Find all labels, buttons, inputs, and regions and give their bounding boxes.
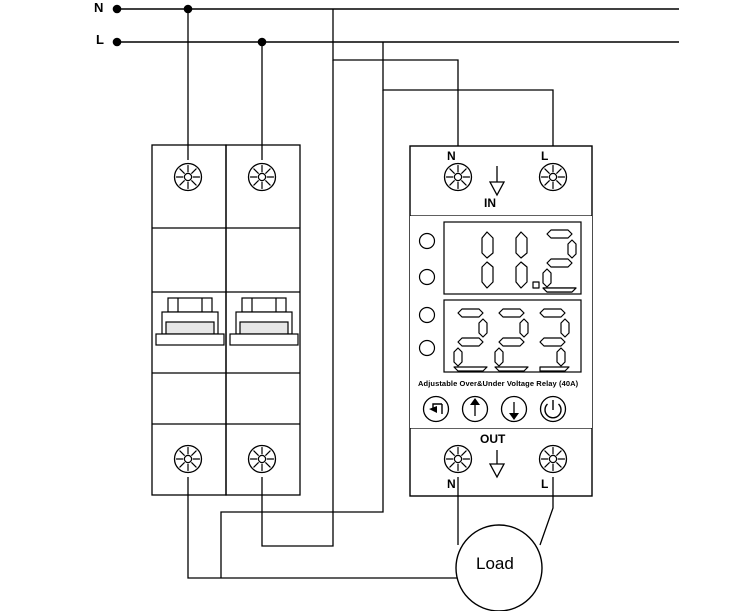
relay-in-l-label: L	[541, 149, 549, 163]
toggle1-top-bar	[168, 298, 212, 312]
toggle2-grip	[240, 322, 288, 334]
relay-in-neutral-wire	[333, 9, 458, 160]
breaker-terminal-bottom-l	[249, 446, 276, 473]
relay-in-label: IN	[484, 196, 496, 210]
toggle1-base	[156, 334, 224, 345]
relay-in-n-label: N	[447, 149, 456, 163]
bus-terminals	[113, 5, 267, 47]
load-label: Load	[476, 554, 514, 573]
bus-to-relay-wires	[333, 9, 679, 160]
breaker-terminal-top-l	[249, 164, 276, 191]
relay-out-n-label: N	[447, 477, 456, 491]
relay-out-label: OUT	[480, 432, 506, 446]
breaker-terminal-top-n	[175, 164, 202, 191]
neutral-bus-label: N	[94, 0, 104, 15]
line-bus-label: L	[96, 32, 104, 47]
breaker-toggle-pole-1	[156, 298, 224, 345]
neutral-bus-dot	[113, 5, 122, 14]
toggle1-grip	[166, 322, 214, 334]
toggle2-top-bar	[242, 298, 286, 312]
relay-model-label: Adjustable Over&Under Voltage Relay (40A)	[418, 379, 579, 388]
breaker-toggle-pole-2	[230, 298, 298, 345]
bus-lines	[114, 9, 679, 42]
bus-to-breaker-wires	[188, 9, 262, 160]
relay-out-l-label: L	[541, 477, 549, 491]
line-bus-dot	[113, 38, 122, 47]
toggle2-base	[230, 334, 298, 345]
breaker-terminal-bottom-n	[175, 446, 202, 473]
